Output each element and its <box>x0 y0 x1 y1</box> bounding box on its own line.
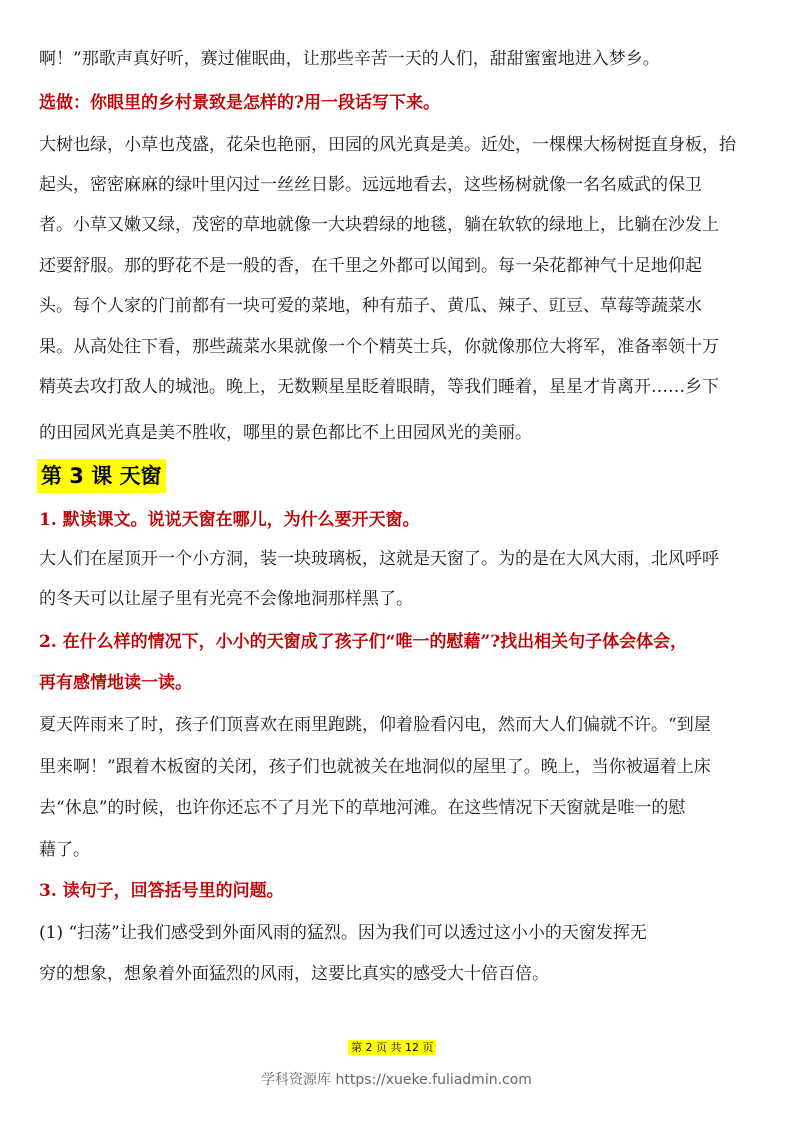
q3-answer-line: 穷的想象，想象着外面猛烈的风雨，这要比真实的感受大十倍百倍。 <box>39 964 549 984</box>
q3-prompt: 3. 读句子，回答括号里的问题。 <box>39 881 284 901</box>
q2-prompt-line: 再有感情地读一读。 <box>39 673 192 693</box>
page-indicator: 第 2 页 共 12 页 <box>348 1040 436 1055</box>
optional-answer-line: 大树也绿，小草也茂盛，花朵也艳丽，田园的风光真是美。近处，一棵棵大杨树挺直身板，抬 <box>39 135 736 155</box>
q2-answer-line: 去“休息”的时候，也许你还忘不了月光下的草地河滩。在这些情况下天窗就是唯一的慰 <box>39 798 686 818</box>
optional-answer-line: 精英去攻打敌人的城池。晚上，无数颗星星眨着眼睛，等我们睡着，星星才肯离开……乡下 <box>39 377 719 397</box>
prev-paragraph-tail: 啊！”那歌声真好听，赛过催眠曲，让那些辛苦一天的人们，甜甜蜜蜜地进入梦乡。 <box>39 49 660 69</box>
footer-source: 学科资源库 https://xueke.fuliadmin.com <box>261 1072 532 1088</box>
optional-answer-line: 果。从高处往下看，那些蔬菜水果就像一个个精英士兵，你就像那位大将军，准备率领十万 <box>39 337 719 357</box>
lesson-title: 第 3 课 天窗 <box>37 459 166 493</box>
q2-answer-line: 夏天阵雨来了时，孩子们顶喜欢在雨里跑跳，仰着脸看闪电，然而大人们偏就不许。“到屋 <box>39 715 711 735</box>
q2-answer-line: 里来啊！”跟着木板窗的关闭，孩子们也就被关在地洞似的屋里了。晚上，当你被逼着上床 <box>39 757 711 777</box>
optional-answer-line: 还要舒服。那的野花不是一般的香，在千里之外都可以闻到。每一朵花都神气十足地仰起 <box>39 256 702 276</box>
optional-answer-line: 头。每个人家的门前都有一块可爱的菜地，种有茄子、黄瓜、辣子、豇豆、草莓等蔬菜水 <box>39 296 702 316</box>
optional-answer-line: 起头，密密麻麻的绿叶里闪过一丝丝日影。远远地看去，这些杨树就像一名名威武的保卫 <box>39 175 702 195</box>
q1-prompt: 1. 默读课文。说说天窗在哪儿，为什么要开天窗。 <box>39 510 420 530</box>
q3-answer-line: (1) “扫荡”让我们感受到外面风雨的猛烈。因为我们可以透过这小小的天窗发挥无 <box>39 923 647 943</box>
optional-answer-line: 者。小草又嫩又绿，茂密的草地就像一大块碧绿的地毯，躺在软软的绿地上，比躺在沙发上 <box>39 215 719 235</box>
optional-task-prompt: 选做：你眼里的乡村景致是怎样的?用一段话写下来。 <box>39 93 440 113</box>
q1-answer-line: 的冬天可以让屋子里有光亮不会像地洞那样黑了。 <box>39 589 413 609</box>
optional-answer-line: 的田园风光真是美不胜收，哪里的景色都比不上田园风光的美丽。 <box>39 423 532 443</box>
q2-prompt-line: 2. 在什么样的情况下，小小的天窗成了孩子们“唯一的慰藉”?找出相关句子体会体会， <box>39 632 688 652</box>
q2-answer-line: 藉了。 <box>39 840 90 860</box>
q1-answer-line: 大人们在屋顶开一个小方洞，装一块玻璃板，这就是天窗了。为的是在大风大雨，北风呼呼 <box>39 549 719 569</box>
